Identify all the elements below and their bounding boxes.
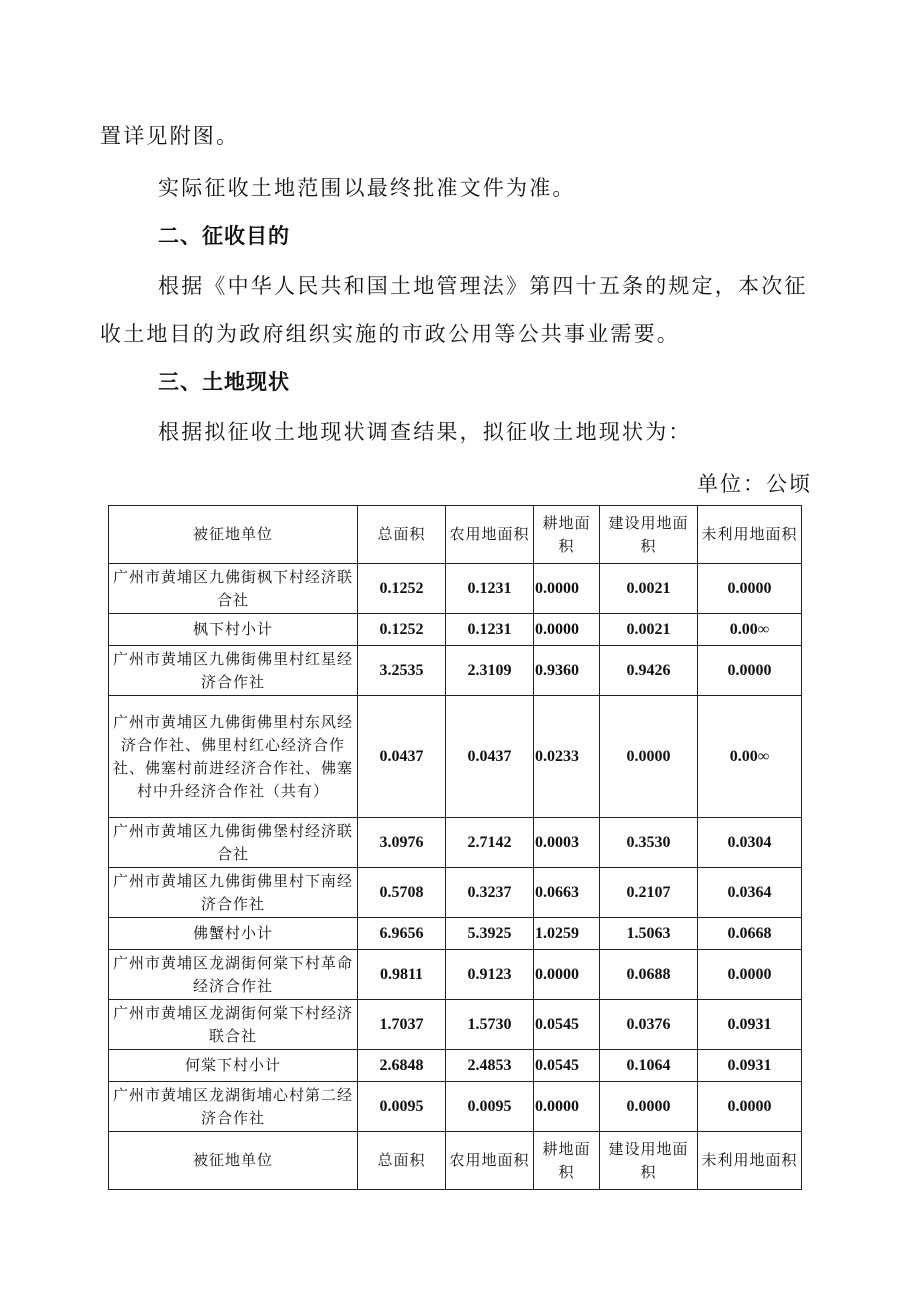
table-header-row-repeat bbox=[109, 1132, 802, 1190]
table-row bbox=[109, 646, 802, 696]
table-row bbox=[109, 818, 802, 868]
unit-label: 单位：公顷 bbox=[697, 472, 812, 496]
unit-cell: 枫下村小计 bbox=[109, 614, 358, 646]
agri-area-cell: 0.9123 bbox=[446, 950, 534, 1000]
build-area-cell: 0.0000 bbox=[600, 696, 698, 818]
total-area-cell: 0.0437 bbox=[358, 696, 446, 818]
total-area-cell: 2.6848 bbox=[358, 1050, 446, 1082]
build-area-cell: 0.0021 bbox=[600, 564, 698, 614]
unused-area-cell: 0.00∞ bbox=[698, 614, 802, 646]
unit-cell: 广州市黄埔区龙湖街何棠下村经济联合社 bbox=[109, 1000, 358, 1050]
farm-area-cell: 0.9360 bbox=[534, 646, 600, 696]
build-area-cell: 0.3530 bbox=[600, 818, 698, 868]
build-area-cell: 1.5063 bbox=[600, 918, 698, 950]
table-row bbox=[109, 918, 802, 950]
header-agri: 农用地面积 bbox=[446, 1132, 534, 1190]
agri-area-cell: 0.1231 bbox=[446, 614, 534, 646]
farm-area-cell: 0.0000 bbox=[534, 564, 600, 614]
paragraph-purpose-line1: 根据《中华人民共和国土地管理法》第四十五条的规定，本次征 bbox=[158, 274, 808, 298]
unused-area-cell: 0.0000 bbox=[698, 564, 802, 614]
total-area-cell: 3.0976 bbox=[358, 818, 446, 868]
unused-area-cell: 0.00∞ bbox=[698, 696, 802, 818]
farm-area-cell: 0.0000 bbox=[534, 950, 600, 1000]
section-heading-purpose: 二、征收目的 bbox=[158, 224, 290, 248]
table-row bbox=[109, 1050, 802, 1082]
farm-area-cell: 0.0545 bbox=[534, 1050, 600, 1082]
unit-cell: 何棠下村小计 bbox=[109, 1050, 358, 1082]
table-row bbox=[109, 614, 802, 646]
agri-area-cell: 2.3109 bbox=[446, 646, 534, 696]
build-area-cell: 0.9426 bbox=[600, 646, 698, 696]
unit-cell: 广州市黄埔区龙湖街何棠下村革命经济合作社 bbox=[109, 950, 358, 1000]
agri-area-cell: 0.0095 bbox=[446, 1082, 534, 1132]
paragraph-scope-note: 实际征收土地范围以最终批准文件为准。 bbox=[158, 176, 576, 200]
header-build: 建设用地面积 bbox=[600, 506, 698, 564]
total-area-cell: 0.1252 bbox=[358, 614, 446, 646]
build-area-cell: 0.1064 bbox=[600, 1050, 698, 1082]
build-area-cell: 0.0688 bbox=[600, 950, 698, 1000]
table-row bbox=[109, 564, 802, 614]
unit-cell: 佛蟹村小计 bbox=[109, 918, 358, 950]
unit-cell: 广州市黄埔区九佛街佛堡村经济联合社 bbox=[109, 818, 358, 868]
farm-area-cell: 1.0259 bbox=[534, 918, 600, 950]
land-status-table bbox=[108, 505, 802, 1190]
farm-area-cell: 0.0000 bbox=[534, 1082, 600, 1132]
header-unused: 未利用地面积 bbox=[698, 1132, 802, 1190]
header-farm: 耕地面积 bbox=[534, 1132, 600, 1190]
header-total: 总面积 bbox=[358, 506, 446, 564]
section-heading-status: 三、土地现状 bbox=[158, 370, 290, 394]
total-area-cell: 0.9811 bbox=[358, 950, 446, 1000]
unused-area-cell: 0.0000 bbox=[698, 950, 802, 1000]
unused-area-cell: 0.0304 bbox=[698, 818, 802, 868]
unused-area-cell: 0.0000 bbox=[698, 1082, 802, 1132]
agri-area-cell: 2.7142 bbox=[446, 818, 534, 868]
table-header-row bbox=[109, 506, 802, 564]
farm-area-cell: 0.0003 bbox=[534, 818, 600, 868]
total-area-cell: 0.5708 bbox=[358, 868, 446, 918]
agri-area-cell: 5.3925 bbox=[446, 918, 534, 950]
table-row bbox=[109, 696, 802, 818]
unit-cell: 广州市黄埔区龙湖街埔心村第二经济合作社 bbox=[109, 1082, 358, 1132]
total-area-cell: 6.9656 bbox=[358, 918, 446, 950]
header-farm: 耕地面积 bbox=[534, 506, 600, 564]
unit-cell: 广州市黄埔区九佛街佛里村下南经济合作社 bbox=[109, 868, 358, 918]
header-total: 总面积 bbox=[358, 1132, 446, 1190]
unused-area-cell: 0.0931 bbox=[698, 1000, 802, 1050]
build-area-cell: 0.2107 bbox=[600, 868, 698, 918]
agri-area-cell: 0.1231 bbox=[446, 564, 534, 614]
farm-area-cell: 0.0000 bbox=[534, 614, 600, 646]
unused-area-cell: 0.0931 bbox=[698, 1050, 802, 1082]
total-area-cell: 3.2535 bbox=[358, 646, 446, 696]
header-build: 建设用地面积 bbox=[600, 1132, 698, 1190]
agri-area-cell: 0.3237 bbox=[446, 868, 534, 918]
unused-area-cell: 0.0000 bbox=[698, 646, 802, 696]
agri-area-cell: 2.4853 bbox=[446, 1050, 534, 1082]
header-unit: 被征地单位 bbox=[109, 506, 358, 564]
farm-area-cell: 0.0545 bbox=[534, 1000, 600, 1050]
total-area-cell: 0.0095 bbox=[358, 1082, 446, 1132]
table-row bbox=[109, 868, 802, 918]
header-unused: 未利用地面积 bbox=[698, 506, 802, 564]
agri-area-cell: 1.5730 bbox=[446, 1000, 534, 1050]
unit-cell: 广州市黄埔区九佛街枫下村经济联合社 bbox=[109, 564, 358, 614]
build-area-cell: 0.0376 bbox=[600, 1000, 698, 1050]
total-area-cell: 0.1252 bbox=[358, 564, 446, 614]
unit-cell: 广州市黄埔区九佛街佛里村东风经济合作社、佛里村红心经济合作社、佛塞村前进经济合作社、佛塞村中升经济合作社（共有） bbox=[109, 696, 358, 818]
agri-area-cell: 0.0437 bbox=[446, 696, 534, 818]
header-unit: 被征地单位 bbox=[109, 1132, 358, 1190]
build-area-cell: 0.0000 bbox=[600, 1082, 698, 1132]
paragraph-status-intro: 根据拟征收土地现状调查结果，拟征收土地现状为： bbox=[158, 420, 692, 444]
unused-area-cell: 0.0668 bbox=[698, 918, 802, 950]
unused-area-cell: 0.0364 bbox=[698, 868, 802, 918]
table-row bbox=[109, 950, 802, 1000]
total-area-cell: 1.7037 bbox=[358, 1000, 446, 1050]
paragraph-fragment: 置详见附图。 bbox=[100, 124, 240, 148]
unit-cell: 广州市黄埔区九佛街佛里村红星经济合作社 bbox=[109, 646, 358, 696]
table-row bbox=[109, 1082, 802, 1132]
build-area-cell: 0.0021 bbox=[600, 614, 698, 646]
farm-area-cell: 0.0663 bbox=[534, 868, 600, 918]
table-row bbox=[109, 1000, 802, 1050]
farm-area-cell: 0.0233 bbox=[534, 696, 600, 818]
paragraph-purpose-line2: 收土地目的为政府组织实施的市政公用等公共事业需要。 bbox=[100, 322, 680, 346]
header-agri: 农用地面积 bbox=[446, 506, 534, 564]
